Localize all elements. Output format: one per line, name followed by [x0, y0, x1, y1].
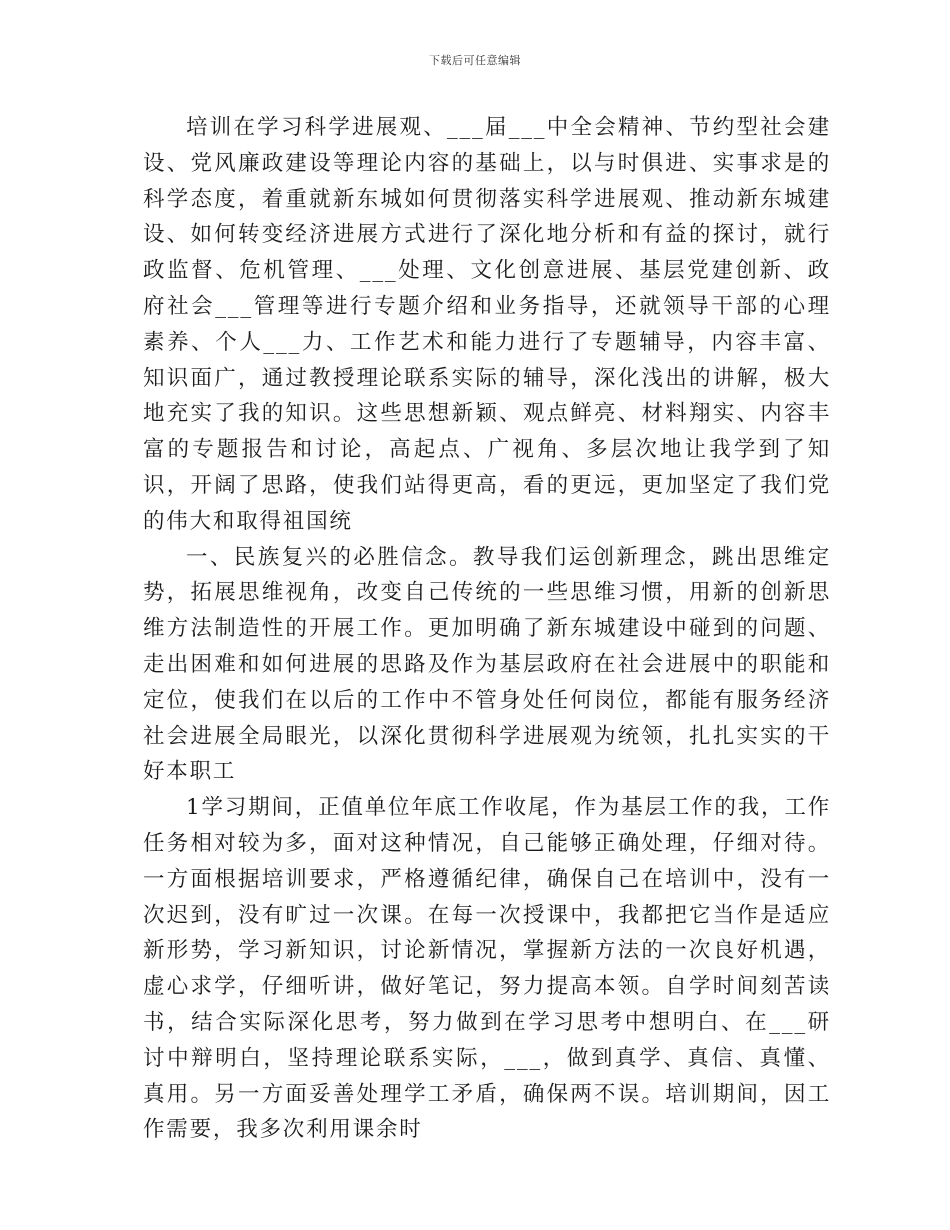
- paragraph-training-content: 培训在学习科学进展观、___届___中全会精神、节约型社会建设、党风廉政建设等理论内容的基础上，以与时俱进、实事求是的科学态度，着重就新东城如何贯彻落实科学进展观、推动新东城建设、如何转变经济进展方式进行了深化地分析和有益的探讨，就行政监督、危机管理、___处理、文化创意进展、基层党建创新、政府社会___管理等进行专题介绍和业务指导，还就领导干部的心理素养、个人___力、工作艺术和能力进行了专题辅导，内容丰富、知识面广，通过教授理论联系实际的辅导，深化浅出的讲解，极大地充实了我的知识。这些思想新颖、观点鲜亮、材料翔实、内容丰富的专题报告和讨论，高起点、广视角、多层次地让我学到了知识，开阔了思路，使我们站得更高，看的更远，更加坚定了我们党的伟大和取得祖国统: [143, 115, 831, 534]
- document-body: [143, 110, 831, 1148]
- page-header-note: 下载后可任意编辑: [429, 54, 521, 67]
- paragraph-national-revival: 一、民族复兴的必胜信念。教导我们运创新理念，跳出思维定势，拓展思维视角，改变自己传统的一些思维习惯，用新的创新思维方法制造性的开展工作。更加明确了新东城建设中碰到的问题、走出困难和如何进展的思路及作为基层政府在社会进展中的职能和定位，使我们在以后的工作中不管身处任何岗位，都能有服务经济社会进展全局眼光，以深化贯彻科学进展观为统领，扎扎实实的干好本职工: [143, 544, 831, 785]
- paragraph-study-period: 1学习期间，正值单位年底工作收尾，作为基层工作的我，工作任务相对较为多，面对这种情况，自己能够正确处理，仔细对待。一方面根据培训要求，严格遵循纪律，确保自己在培训中，没有一次迟到，没有旷过一次课。在每一次授课中，我都把它当作是适应新形势，学习新知识，讨论新情况，掌握新方法的一次良好机遇，虚心求学，仔细听讲，做好笔记，努力提高本领。自学时间刻苦读书，结合实际深化思考，努力做到在学习思考中想明白、在___研讨中辩明白，坚持理论联系实际，___，做到真学、真信、真懂、真用。另一方面妥善处理学工矛盾，确保两不误。培训期间，因工作需要，我多次利用课余时: [143, 795, 831, 1143]
